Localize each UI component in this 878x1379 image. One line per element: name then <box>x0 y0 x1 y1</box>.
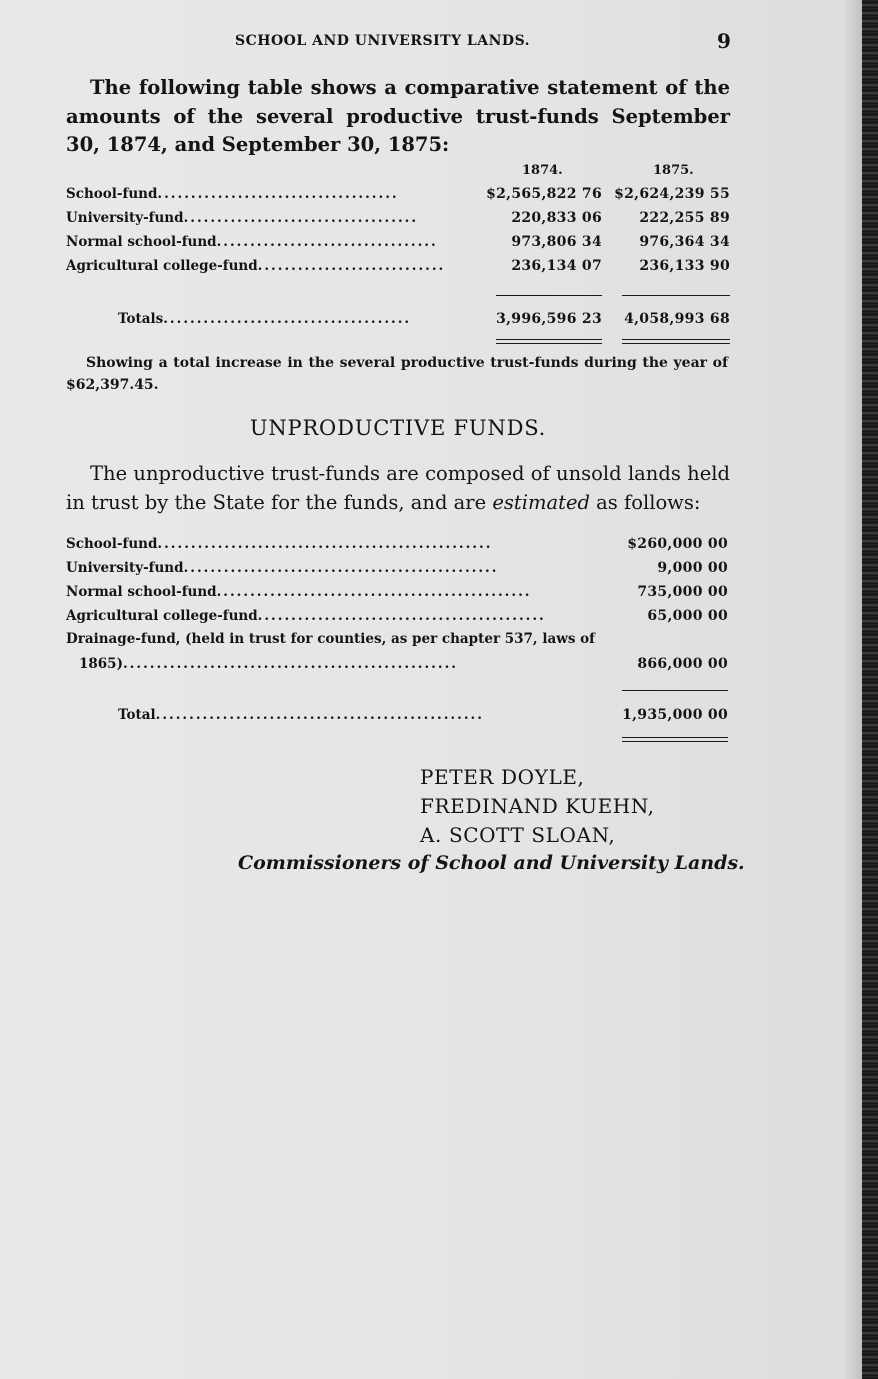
signatories <box>420 763 655 850</box>
section-title-unproductive: UNPRODUCTIVE FUNDS. <box>249 416 547 440</box>
row-value: 866,000 00 <box>637 656 728 672</box>
drainage-fund-label-line1: Drainage-fund, (held in trust for counties, as per chapter 537, laws of <box>66 631 595 647</box>
signatory-name: A. SCOTT SLOAN, <box>420 823 616 847</box>
unproductive-row-drainage-fund <box>66 656 728 678</box>
row-label: Agricultural college-fund........................................... <box>66 608 546 624</box>
productive-row-university-fund <box>66 210 730 232</box>
row-label: School-fund.................................... <box>66 186 399 202</box>
signatory-name: PETER DOYLE, <box>420 765 585 789</box>
row-value: 65,000 00 <box>647 608 728 624</box>
productive-totals-row <box>66 311 730 333</box>
productive-row-agricultural-college-fund <box>66 258 730 280</box>
page-number: 9 <box>717 29 731 53</box>
row-label: Normal school-fund............................................... <box>66 584 532 600</box>
value-1874: $2,565,822 76 <box>486 186 602 202</box>
increase-note-text: Showing a total increase in the several productive trust-funds during the year of $62,397.45. <box>66 355 728 393</box>
unproductive-row-university-fund <box>66 560 728 582</box>
productive-row-school-fund <box>66 186 730 208</box>
value-1874: 220,833 06 <box>511 210 602 226</box>
signatories-title: Commissioners of School and University Lands. <box>238 852 745 874</box>
value-1875: 222,255 89 <box>639 210 730 226</box>
unproductive-total-row <box>66 707 728 729</box>
total-label: Total................................................. <box>118 707 484 723</box>
intro-text: The following table shows a comparative statement of the amounts of the several productive trust-funds September 30, 1874, and September 30, 1875: <box>66 76 730 156</box>
value-1875: $2,624,239 55 <box>614 186 730 202</box>
row-label: 1865).................................................. <box>79 656 458 672</box>
value-1874: 973,806 34 <box>511 234 602 250</box>
total-1875: 4,058,993 68 <box>624 311 730 327</box>
unproductive-row-normal-school-fund <box>66 584 728 606</box>
increase-note <box>66 352 728 396</box>
sum-rule-1875 <box>622 295 730 296</box>
sum-rule-1874 <box>496 295 602 296</box>
total-value: 1,935,000 00 <box>622 707 728 723</box>
total-1874: 3,996,596 23 <box>496 311 602 327</box>
year-header-1874: 1874. <box>522 163 563 178</box>
sum-rule-unproductive <box>622 690 728 691</box>
productive-row-normal-school-fund <box>66 234 730 256</box>
double-rule-1875 <box>622 339 730 344</box>
row-label: University-fund............................................... <box>66 560 499 576</box>
totals-label: Totals..................................... <box>118 311 412 327</box>
intro-paragraph <box>66 74 730 160</box>
unproductive-row-agricultural-college-fund <box>66 608 728 630</box>
running-title: SCHOOL AND UNIVERSITY LANDS. <box>235 33 531 49</box>
double-rule-1874 <box>496 339 602 344</box>
row-label: Normal school-fund................................. <box>66 234 438 250</box>
row-label: University-fund................................... <box>66 210 419 226</box>
double-rule-unproductive <box>622 737 728 742</box>
book-spine <box>862 0 878 1379</box>
unproductive-description <box>66 460 730 517</box>
description-text-after: as follows: <box>589 490 701 514</box>
year-header-1875: 1875. <box>653 163 694 178</box>
unproductive-row-school-fund <box>66 536 728 558</box>
description-text-before: The unproductive trust-funds are composed of unsold lands held in trust by the State for the funds, and are <box>66 462 730 514</box>
row-value: 735,000 00 <box>637 584 728 600</box>
row-value: 9,000 00 <box>657 560 728 576</box>
value-1875: 236,133 90 <box>639 258 730 274</box>
row-value: $260,000 00 <box>627 536 728 552</box>
value-1875: 976,364 34 <box>639 234 730 250</box>
signatory-name: FREDINAND KUEHN, <box>420 794 655 818</box>
value-1874: 236,134 07 <box>511 258 602 274</box>
row-label: School-fund.................................................. <box>66 536 493 552</box>
description-emphasis: estimated <box>492 490 590 514</box>
row-label: Agricultural college-fund............................ <box>66 258 446 274</box>
